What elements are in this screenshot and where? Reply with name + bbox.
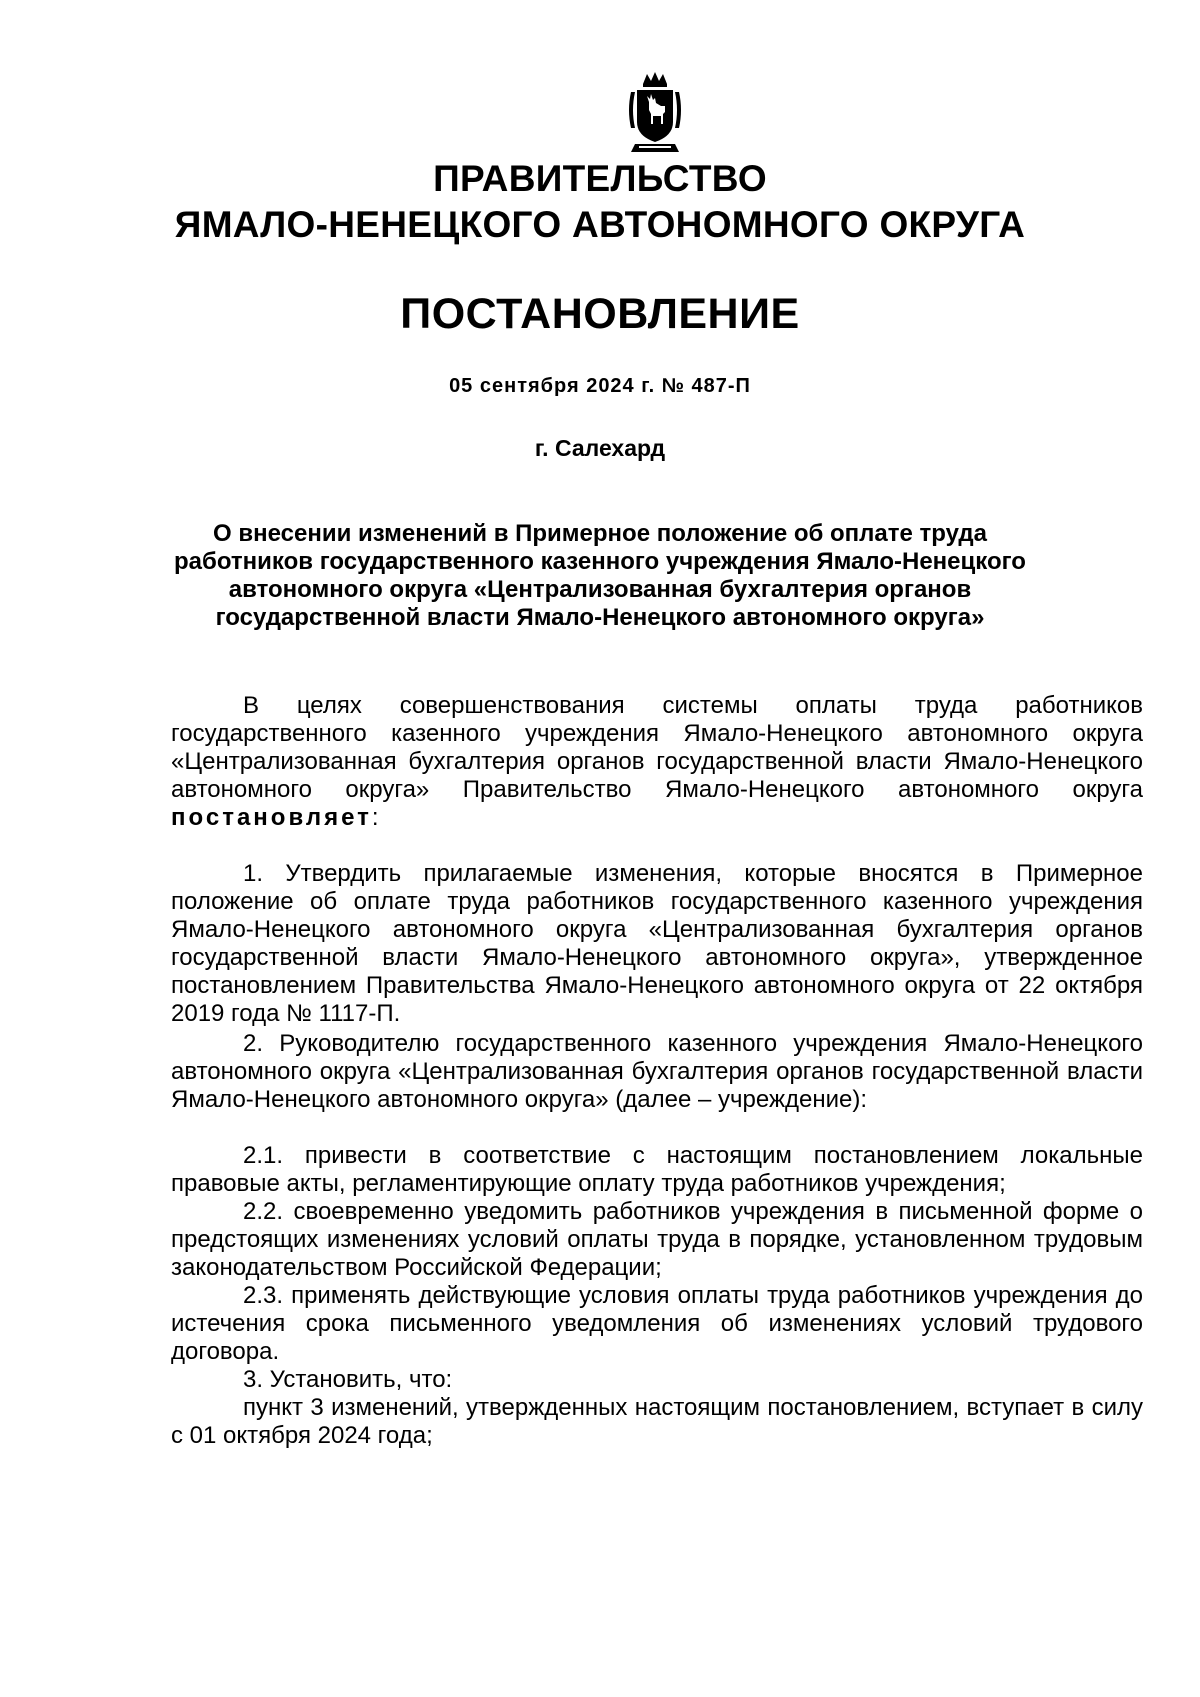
paragraph-2-3: 2.3. применять действующие условия оплаты труда работников учреждения до истечения срока письменного уведомления об изменениях условий трудового договора. [171,1282,1143,1365]
subject-line: работников государственного казенного учреждения Ямало-Ненецкого [174,548,1026,575]
subject-line: О внесении изменений в Примерное положение об оплате труда [213,520,987,547]
paragraph-3: 3. Установить, что: [243,1366,453,1393]
paragraph-2: 2. Руководителю государственного казенного учреждения Ямало-Ненецкого автономного округа «Централизованная бухгалтерия органов государственной власти Ямало-Ненецкого автономного округа» (далее – учреждение): [171,1030,1143,1113]
paragraph-2-2: 2.2. своевременно уведомить работников учреждения в письменной форме о предстоящих изменениях условий оплаты труда в порядке, установленном трудовым законодательством Российской Федерации; [171,1198,1143,1281]
paragraph-2-1: 2.1. привести в соответствие с настоящим постановлением локальные правовые акты, регламентирующие оплату труда работников учреждения; [171,1142,1143,1197]
paragraph-3-item: пункт 3 изменений, утвержденных настоящим постановлением, вступает в силу с 01 октября 2024 года; [171,1394,1143,1449]
document-subject [150,520,1050,632]
intro-text: В целях совершенствования системы оплаты труда работников государственного казенного учреждения Ямало-Ненецкого автономного округа «Централизованная бухгалтерия органов государственной власти Ямало-Ненецкого автономного округа» Правительство Ямало-Ненецкого автономного округа [171,692,1143,803]
government-title-line1: ПРАВИТЕЛЬСТВО [433,158,767,199]
document-date-number: 05 сентября 2024 г. № 487-П [449,375,751,397]
coat-of-arms-icon [625,70,685,156]
intro-emphasis: постановляет [171,804,372,831]
document-city: г. Салехард [534,435,666,461]
intro-end: : [371,804,379,831]
subject-line: государственной власти Ямало-Ненецкого автономного округа» [215,604,985,631]
paragraph-1: 1. Утвердить прилагаемые изменения, которые вносятся в Примерное положение об оплате труда работников государственного казенного учреждения Ямало-Ненецкого автономного округа «Централизованная бухгалтерия органов государственной власти Ямало-Ненецкого автономного округа», утвержденное постановлением Правительства Ямало-Ненецкого автономного округа от 22 октября 2019 года № 1117-П. [171,860,1143,1027]
document-type-title: ПОСТАНОВЛЕНИЕ [400,290,800,338]
government-title-line2: ЯМАЛО-НЕНЕЦКОГО АВТОНОМНОГО ОКРУГА [174,204,1026,245]
intro-paragraph [171,692,1143,832]
subject-line: автономного округа «Централизованная бухгалтерия органов [228,576,972,603]
